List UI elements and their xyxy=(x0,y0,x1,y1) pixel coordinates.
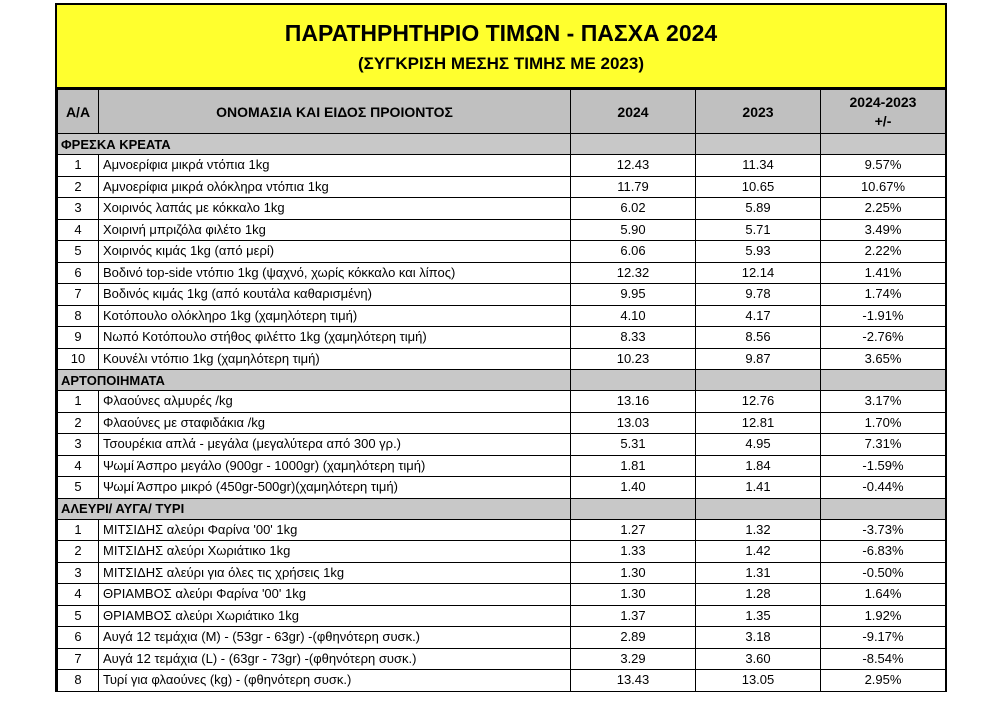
price-2023: 12.76 xyxy=(696,391,821,413)
product-name: Χοιρινή μπριζόλα φιλέτο 1kg xyxy=(99,219,571,241)
section-title: ΑΡΤΟΠΟΙΗΜΑΤΑ xyxy=(58,370,571,391)
row-number: 1 xyxy=(58,391,99,413)
price-2024: 9.95 xyxy=(571,284,696,306)
price-2023: 10.65 xyxy=(696,176,821,198)
section-blank-cell xyxy=(696,134,821,155)
section-blank-cell xyxy=(571,134,696,155)
price-2024: 10.23 xyxy=(571,348,696,370)
table-row xyxy=(58,198,946,220)
section-title: ΑΛΕΥΡΙ/ ΑΥΓΑ/ ΤΥΡΙ xyxy=(58,498,571,519)
header-difference-line2: +/- xyxy=(874,112,892,129)
price-2023: 9.87 xyxy=(696,348,821,370)
price-2023: 11.34 xyxy=(696,155,821,177)
product-name: Τυρί για φλαούνες (kg) - (φθηνότερη συσκ.) xyxy=(99,670,571,692)
price-difference: 1.64% xyxy=(821,584,946,606)
price-2024: 1.30 xyxy=(571,562,696,584)
product-name: Νωπό Κοτόπουλο στήθος φιλέττο 1kg (χαμηλότερη τιμή) xyxy=(99,327,571,349)
row-number: 7 xyxy=(58,284,99,306)
row-number: 5 xyxy=(58,477,99,499)
price-2023: 5.89 xyxy=(696,198,821,220)
table-row xyxy=(58,176,946,198)
price-difference: -9.17% xyxy=(821,627,946,649)
header-difference xyxy=(821,90,946,134)
section-title: ΦΡΕΣΚΑ ΚΡΕΑΤΑ xyxy=(58,134,571,155)
table-row xyxy=(58,562,946,584)
table-row xyxy=(58,627,946,649)
price-2023: 12.81 xyxy=(696,412,821,434)
price-2024: 3.29 xyxy=(571,648,696,670)
price-2024: 4.10 xyxy=(571,305,696,327)
table-row xyxy=(58,219,946,241)
header-difference-line1: 2024-2023 xyxy=(849,93,917,110)
header-2023: 2023 xyxy=(696,90,821,134)
price-table xyxy=(57,89,946,692)
row-number: 3 xyxy=(58,198,99,220)
product-name: ΘΡΙΑΜΒΟΣ αλεύρι Φαρίνα '00' 1kg xyxy=(99,584,571,606)
price-2023: 12.14 xyxy=(696,262,821,284)
product-name: Κοτόπουλο ολόκληρο 1kg (χαμηλότερη τιμή) xyxy=(99,305,571,327)
product-name: ΜΙΤΣΙΔΗΣ αλεύρι για όλες τις χρήσεις 1kg xyxy=(99,562,571,584)
price-2024: 2.89 xyxy=(571,627,696,649)
product-name: Τσουρέκια απλά - μεγάλα (μεγαλύτερα από 300 γρ.) xyxy=(99,434,571,456)
table-row xyxy=(58,541,946,563)
product-name: Φλαούνες με σταφιδάκια /kg xyxy=(99,412,571,434)
table-row xyxy=(58,305,946,327)
row-number: 9 xyxy=(58,327,99,349)
price-2024: 12.43 xyxy=(571,155,696,177)
price-difference: 1.92% xyxy=(821,605,946,627)
price-difference: 1.74% xyxy=(821,284,946,306)
price-2023: 1.32 xyxy=(696,519,821,541)
price-2023: 1.41 xyxy=(696,477,821,499)
section-blank-cell xyxy=(571,370,696,391)
row-number: 2 xyxy=(58,176,99,198)
page-subtitle: (ΣΥΓΚΡΙΣΗ ΜΕΣΗΣ ΤΙΜΗΣ ΜΕ 2023) xyxy=(357,54,645,73)
price-2024: 1.81 xyxy=(571,455,696,477)
price-difference: -1.59% xyxy=(821,455,946,477)
row-number: 6 xyxy=(58,627,99,649)
product-name: Κουνέλι ντόπιο 1kg (χαμηλότερη τιμή) xyxy=(99,348,571,370)
section-blank-cell xyxy=(571,498,696,519)
table-header-row xyxy=(58,90,946,134)
row-number: 8 xyxy=(58,305,99,327)
section-blank-cell xyxy=(821,134,946,155)
table-row xyxy=(58,648,946,670)
product-name: Αυγά 12 τεμάχια (L) - (63gr - 73gr) -(φθηνότερη συσκ.) xyxy=(99,648,571,670)
price-2024: 8.33 xyxy=(571,327,696,349)
product-name: Αυγά 12 τεμάχια (M) - (53gr - 63gr) -(φθηνότερη συσκ.) xyxy=(99,627,571,649)
price-2023: 9.78 xyxy=(696,284,821,306)
table-row xyxy=(58,155,946,177)
table-row xyxy=(58,519,946,541)
price-2024: 13.03 xyxy=(571,412,696,434)
price-2023: 8.56 xyxy=(696,327,821,349)
product-name: ΜΙΤΣΙΔΗΣ αλεύρι Φαρίνα '00' 1kg xyxy=(99,519,571,541)
price-2023: 1.35 xyxy=(696,605,821,627)
price-2023: 3.18 xyxy=(696,627,821,649)
table-row xyxy=(58,412,946,434)
product-name: Αμνοερίφια μικρά ολόκληρα ντόπια 1kg xyxy=(99,176,571,198)
section-header-row xyxy=(58,134,946,155)
row-number: 4 xyxy=(58,219,99,241)
product-name: Βοδινός κιμάς 1kg (από κουτάλα καθαρισμένη) xyxy=(99,284,571,306)
price-2024: 13.16 xyxy=(571,391,696,413)
price-2024: 1.40 xyxy=(571,477,696,499)
header-2024: 2024 xyxy=(571,90,696,134)
section-blank-cell xyxy=(821,498,946,519)
price-2023: 1.31 xyxy=(696,562,821,584)
price-2024: 12.32 xyxy=(571,262,696,284)
price-difference: 9.57% xyxy=(821,155,946,177)
price-difference: -1.91% xyxy=(821,305,946,327)
product-name: Ψωμί Άσπρο μικρό (450gr-500gr)(χαμηλότερη τιμή) xyxy=(99,477,571,499)
price-2023: 1.42 xyxy=(696,541,821,563)
price-2023: 5.71 xyxy=(696,219,821,241)
price-2024: 5.31 xyxy=(571,434,696,456)
price-2024: 1.37 xyxy=(571,605,696,627)
product-name: Φλαούνες αλμυρές /kg xyxy=(99,391,571,413)
product-name: ΘΡΙΑΜΒΟΣ αλεύρι Χωριάτικο 1kg xyxy=(99,605,571,627)
price-difference: -0.50% xyxy=(821,562,946,584)
row-number: 2 xyxy=(58,541,99,563)
price-2023: 1.84 xyxy=(696,455,821,477)
table-row xyxy=(58,348,946,370)
row-number: 4 xyxy=(58,584,99,606)
row-number: 2 xyxy=(58,412,99,434)
table-row xyxy=(58,327,946,349)
title-banner xyxy=(57,5,945,89)
header-aa: Α/Α xyxy=(58,90,99,134)
price-difference: 3.65% xyxy=(821,348,946,370)
price-difference: 2.95% xyxy=(821,670,946,692)
table-row xyxy=(58,584,946,606)
price-difference: -8.54% xyxy=(821,648,946,670)
price-difference: -6.83% xyxy=(821,541,946,563)
price-difference: -0.44% xyxy=(821,477,946,499)
row-number: 1 xyxy=(58,155,99,177)
product-name: Χοιρινός κιμάς 1kg (από μερί) xyxy=(99,241,571,263)
price-2024: 1.30 xyxy=(571,584,696,606)
row-number: 6 xyxy=(58,262,99,284)
section-blank-cell xyxy=(821,370,946,391)
table-row xyxy=(58,455,946,477)
price-2024: 13.43 xyxy=(571,670,696,692)
section-header-row xyxy=(58,370,946,391)
price-2023: 4.95 xyxy=(696,434,821,456)
price-difference: 3.17% xyxy=(821,391,946,413)
table-row xyxy=(58,477,946,499)
price-difference: 2.22% xyxy=(821,241,946,263)
row-number: 3 xyxy=(58,434,99,456)
price-difference: 3.49% xyxy=(821,219,946,241)
page-title: ΠΑΡΑΤΗΡΗΤΗΡΙΟ ΤΙΜΩΝ - ΠΑΣΧΑ 2024 xyxy=(284,20,718,46)
section-blank-cell xyxy=(696,498,821,519)
table-row xyxy=(58,391,946,413)
price-difference: 1.70% xyxy=(821,412,946,434)
price-difference: -3.73% xyxy=(821,519,946,541)
price-difference: -2.76% xyxy=(821,327,946,349)
price-2023: 13.05 xyxy=(696,670,821,692)
price-2023: 1.28 xyxy=(696,584,821,606)
price-2024: 1.27 xyxy=(571,519,696,541)
product-name: Ψωμί Άσπρο μεγάλο (900gr - 1000gr) (χαμηλότερη τιμή) xyxy=(99,455,571,477)
table-row xyxy=(58,241,946,263)
row-number: 1 xyxy=(58,519,99,541)
section-header-row xyxy=(58,498,946,519)
row-number: 5 xyxy=(58,241,99,263)
product-name: ΜΙΤΣΙΔΗΣ αλεύρι Χωριάτικο 1kg xyxy=(99,541,571,563)
table-row xyxy=(58,434,946,456)
row-number: 8 xyxy=(58,670,99,692)
price-2024: 6.06 xyxy=(571,241,696,263)
row-number: 7 xyxy=(58,648,99,670)
table-row xyxy=(58,605,946,627)
price-difference: 2.25% xyxy=(821,198,946,220)
price-2023: 5.93 xyxy=(696,241,821,263)
price-2023: 3.60 xyxy=(696,648,821,670)
header-product-name: ΟΝΟΜΑΣΙΑ ΚΑΙ ΕΙΔΟΣ ΠΡΟΙΟΝΤΟΣ xyxy=(99,90,571,134)
table-row xyxy=(58,262,946,284)
row-number: 5 xyxy=(58,605,99,627)
product-name: Χοιρινός λαπάς με κόκκαλο 1kg xyxy=(99,198,571,220)
price-2023: 4.17 xyxy=(696,305,821,327)
price-2024: 11.79 xyxy=(571,176,696,198)
price-2024: 6.02 xyxy=(571,198,696,220)
table-row xyxy=(58,670,946,692)
table-body xyxy=(58,134,946,692)
section-blank-cell xyxy=(696,370,821,391)
table-row xyxy=(58,284,946,306)
price-difference: 7.31% xyxy=(821,434,946,456)
price-table-sheet xyxy=(55,3,947,692)
product-name: Βοδινό top-side ντόπιο 1kg (ψαχνό, χωρίς κόκκαλο και λίπος) xyxy=(99,262,571,284)
price-2024: 1.33 xyxy=(571,541,696,563)
row-number: 10 xyxy=(58,348,99,370)
product-name: Αμνοερίφια μικρά ντόπια 1kg xyxy=(99,155,571,177)
price-2024: 5.90 xyxy=(571,219,696,241)
price-difference: 10.67% xyxy=(821,176,946,198)
row-number: 4 xyxy=(58,455,99,477)
row-number: 3 xyxy=(58,562,99,584)
price-difference: 1.41% xyxy=(821,262,946,284)
